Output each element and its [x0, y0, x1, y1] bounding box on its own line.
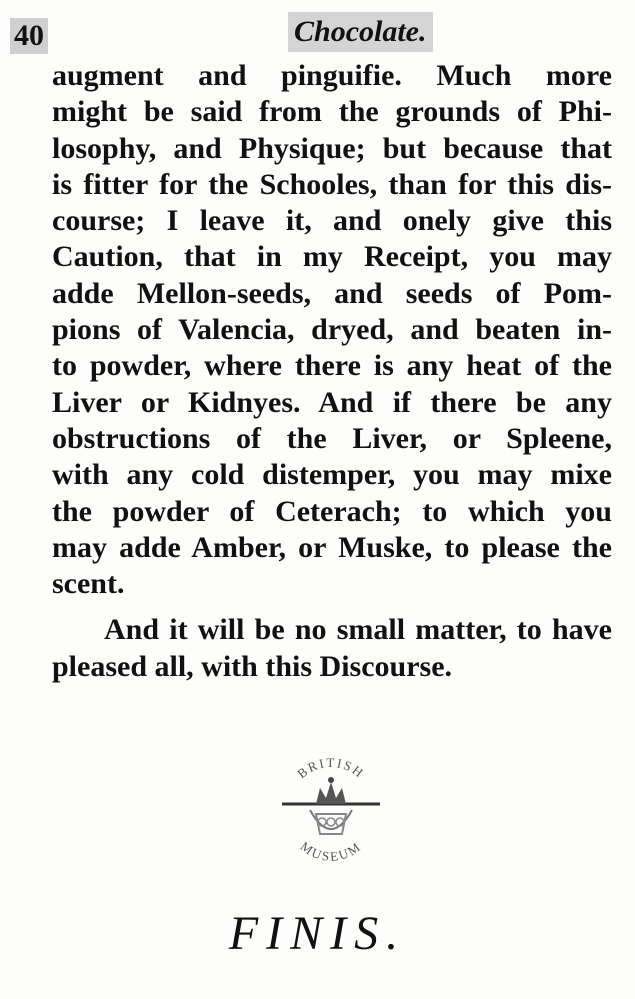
text-line: losophy, and Physique; but because that [52, 131, 612, 165]
text-line: obstructions of the Liver, or Spleene, [52, 421, 612, 455]
body-text [52, 58, 612, 685]
finis-text: FINIS. [228, 907, 407, 960]
page-number: 40 [10, 18, 48, 54]
british-museum-stamp-icon [278, 748, 384, 878]
text-line: augment and pinguifie. Much more [52, 59, 612, 92]
stamp-bottom-text: MUSEUM [297, 838, 365, 864]
text-line: Caution, that in my Receipt, you may [52, 240, 612, 274]
stamp-top-text: BRITISH [294, 754, 368, 782]
text-line: pleased all, with this Discourse. [52, 649, 453, 683]
text-line: to powder, where there is any heat of the [52, 349, 612, 383]
text-line: is fitter for the Schooles, than for this dis- [52, 167, 612, 201]
paragraph-gap [52, 602, 612, 612]
text-line: Liver or Kidnyes. And if there be any [52, 385, 612, 419]
text-line: adde Mellon-seeds, and seeds of Pom- [52, 276, 612, 310]
paragraph-2 [52, 612, 612, 685]
text-line: course; I leave it, and onely give this [52, 204, 612, 238]
text-line: And it will be no small matter, to have [104, 613, 612, 647]
paragraph-1 [52, 58, 612, 602]
text-line: scent. [52, 567, 125, 601]
running-head: Chocolate. [288, 12, 433, 52]
text-line: might be said from the grounds of Phi- [52, 95, 612, 129]
text-line: the powder of Ceterach; to which you [52, 494, 612, 528]
text-line: may adde Amber, or Muske, to please the [52, 530, 612, 564]
text-line: with any cold distemper, you may mixe [52, 458, 612, 492]
text-line: pions of Valencia, dryed, and beaten in- [52, 313, 612, 347]
